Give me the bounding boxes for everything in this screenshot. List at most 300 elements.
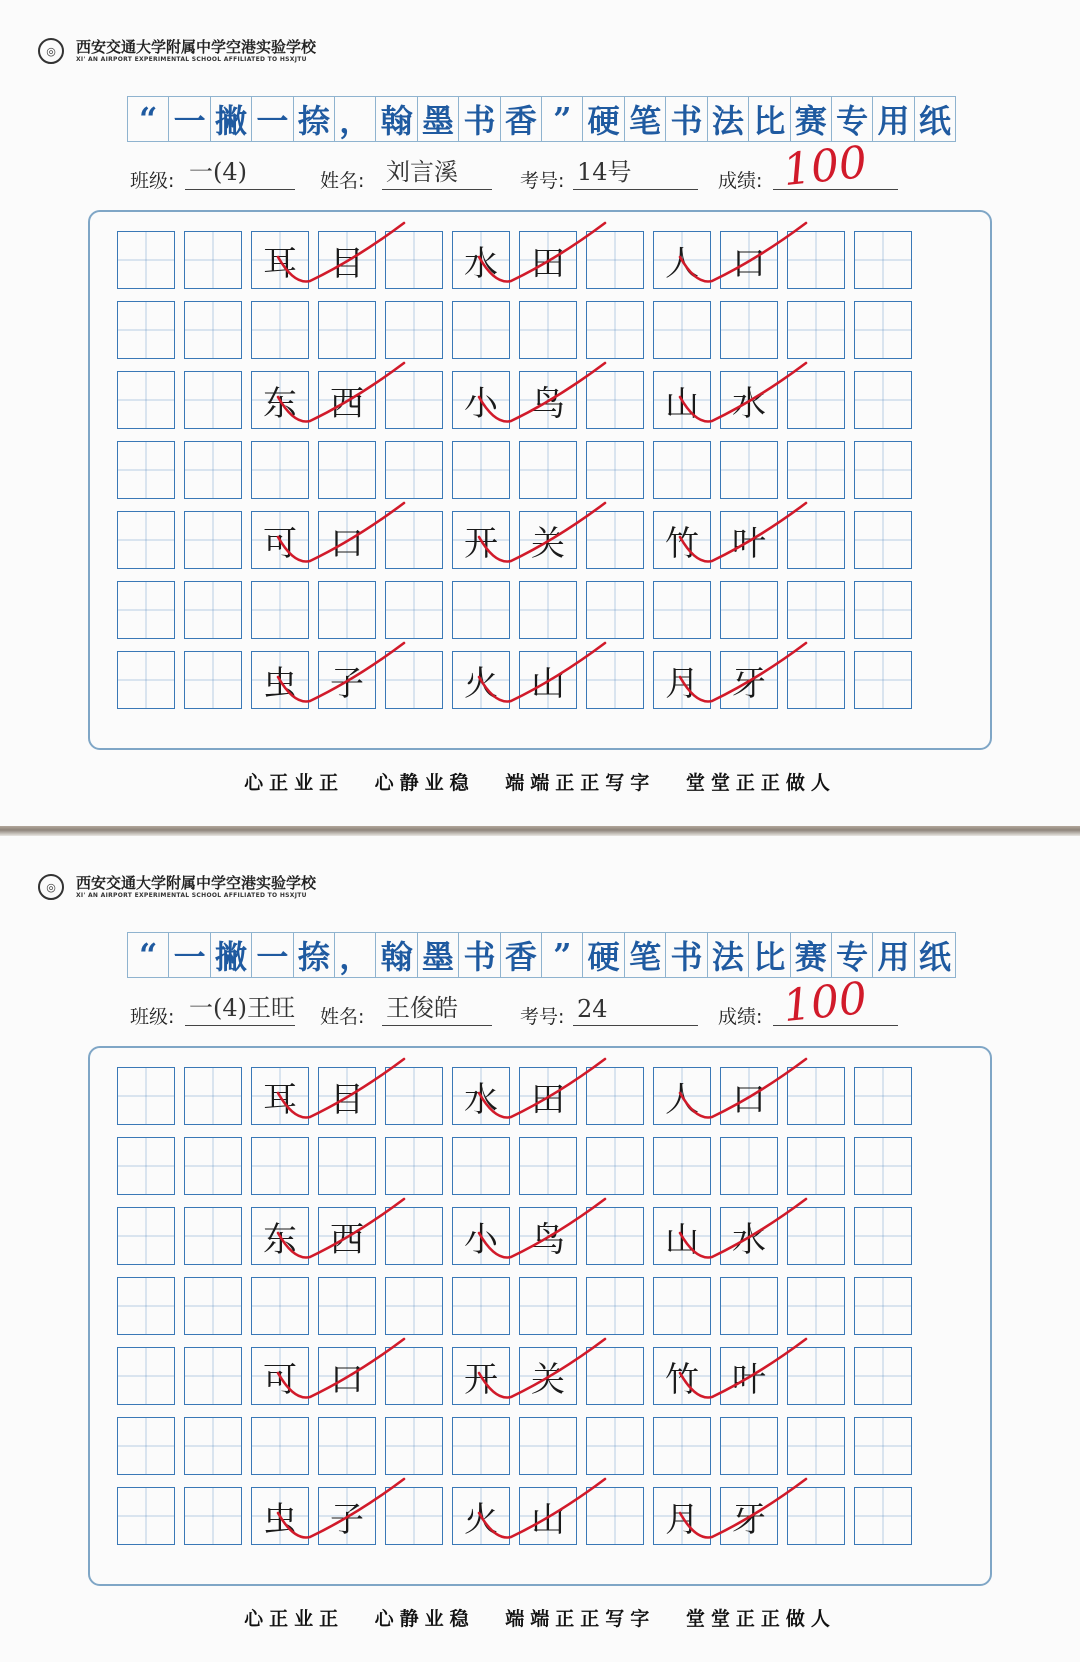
tianzige-cell [251, 1067, 309, 1125]
writing-frame [88, 1046, 992, 1586]
title-char: 笔 [624, 96, 666, 142]
tianzige-cell [720, 1067, 778, 1125]
title-char: 比 [748, 96, 790, 142]
title-char: 比 [748, 932, 790, 978]
handwritten-char: 田 [531, 243, 565, 284]
tianzige-cell [385, 231, 443, 289]
handwritten-char: 人 [665, 1079, 699, 1120]
handwritten-char: 耳 [263, 1079, 297, 1120]
tianzige-cell [519, 581, 577, 639]
tianzige-cell [184, 1207, 242, 1265]
tianzige-cell [519, 441, 577, 499]
writing-grid [112, 226, 972, 736]
tianzige-cell [586, 231, 644, 289]
tianzige-cell [787, 231, 845, 289]
title-char: 墨 [417, 932, 459, 978]
tianzige-cell [117, 1137, 175, 1195]
tianzige-cell [586, 301, 644, 359]
handwritten-char: 竹 [665, 1359, 699, 1400]
tianzige-cell [586, 1277, 644, 1335]
title-char: “ [127, 932, 169, 978]
field-score [718, 136, 898, 197]
tianzige-cell [787, 371, 845, 429]
title-char: ” [541, 96, 583, 142]
tianzige-cell [720, 1207, 778, 1265]
title-char: 翰 [375, 932, 417, 978]
title-char: 书 [665, 932, 707, 978]
tianzige-cell [854, 371, 912, 429]
tianzige-cell [184, 301, 242, 359]
name-label: 姓名: [320, 1006, 365, 1028]
tianzige-cell [452, 441, 510, 499]
tianzige-cell [586, 581, 644, 639]
school-name-cn: 西安交通大学附属中学空港实验学校 [76, 874, 317, 892]
number-underline [573, 189, 698, 190]
number-label: 考号: [520, 170, 565, 192]
tianzige-cell [184, 1137, 242, 1195]
tianzige-cell [720, 1417, 778, 1475]
tianzige-cell [519, 651, 577, 709]
number-underline [573, 1025, 698, 1026]
tianzige-cell [117, 441, 175, 499]
title-char: ， [334, 96, 376, 142]
tianzige-cell [653, 581, 711, 639]
score-label: 成绩: [718, 170, 763, 192]
handwritten-char: 口 [732, 243, 766, 284]
writing-frame [88, 210, 992, 750]
tianzige-cell [720, 371, 778, 429]
tianzige-cell [385, 1417, 443, 1475]
tianzige-cell [318, 1487, 376, 1545]
class-underline [185, 189, 295, 190]
title-char: 专 [831, 932, 873, 978]
name-value: 王俊皓 [386, 994, 458, 1022]
school-name-en: XI' AN AIRPORT EXPERIMENTAL SCHOOL AFFILIATED TO HSXJTU [76, 892, 307, 899]
tianzige-cell [519, 371, 577, 429]
tianzige-cell [720, 1137, 778, 1195]
tianzige-cell [854, 1417, 912, 1475]
handwritten-char: 耳 [263, 243, 297, 284]
tianzige-cell [452, 1277, 510, 1335]
tianzige-cell [385, 511, 443, 569]
tianzige-cell [184, 1487, 242, 1545]
tianzige-cell [787, 1067, 845, 1125]
handwritten-char: 虫 [263, 1499, 297, 1540]
grid-row [112, 1137, 972, 1197]
handwritten-char: 火 [464, 1499, 498, 1540]
handwritten-char: 山 [531, 1499, 565, 1540]
page-divider [0, 826, 1080, 836]
tianzige-cell [184, 651, 242, 709]
tianzige-cell [251, 511, 309, 569]
tianzige-cell [653, 1207, 711, 1265]
handwritten-char: 鸟 [531, 1219, 565, 1260]
grid-row [112, 1417, 972, 1477]
sheet-title [128, 932, 956, 976]
tianzige-cell [854, 511, 912, 569]
title-char: 用 [872, 96, 914, 142]
handwritten-char: 小 [464, 383, 498, 424]
name-underline [382, 189, 492, 190]
tianzige-cell [720, 1487, 778, 1545]
tianzige-cell [117, 1207, 175, 1265]
tianzige-cell [653, 1137, 711, 1195]
tianzige-cell [385, 581, 443, 639]
tianzige-cell [854, 1347, 912, 1405]
handwritten-char: 口 [330, 1359, 364, 1400]
tianzige-cell [720, 511, 778, 569]
tianzige-cell [854, 301, 912, 359]
tianzige-cell [452, 1137, 510, 1195]
tianzige-cell [854, 1067, 912, 1125]
handwritten-char: 水 [732, 383, 766, 424]
grid-row [112, 441, 972, 501]
title-char: 法 [707, 96, 749, 142]
tianzige-cell [586, 441, 644, 499]
tianzige-cell [854, 441, 912, 499]
tianzige-cell [318, 231, 376, 289]
grid-row [112, 1067, 972, 1127]
tianzige-cell [184, 371, 242, 429]
tianzige-cell [452, 511, 510, 569]
tianzige-cell [787, 1347, 845, 1405]
tianzige-cell [251, 651, 309, 709]
title-char: 专 [831, 96, 873, 142]
handwritten-char: 关 [531, 1359, 565, 1400]
handwritten-char: 小 [464, 1219, 498, 1260]
tianzige-cell [184, 441, 242, 499]
handwritten-char: 竹 [665, 523, 699, 564]
tianzige-cell [117, 371, 175, 429]
tianzige-cell [854, 231, 912, 289]
tianzige-cell [251, 1207, 309, 1265]
sheet-title [128, 96, 956, 140]
class-value: 一(4)王旺 [189, 994, 295, 1022]
field-class [130, 160, 295, 190]
tianzige-cell [720, 1277, 778, 1335]
tianzige-cell [184, 1417, 242, 1475]
tianzige-cell [251, 231, 309, 289]
tianzige-cell [452, 1417, 510, 1475]
handwritten-char: 开 [464, 523, 498, 564]
tianzige-cell [184, 581, 242, 639]
tianzige-cell [720, 651, 778, 709]
tianzige-cell [653, 371, 711, 429]
tianzige-cell [519, 301, 577, 359]
tianzige-cell [653, 651, 711, 709]
school-emblem-icon: ◎ [38, 874, 64, 900]
score-value: 100 [780, 136, 870, 197]
grid-row [112, 651, 972, 711]
handwritten-char: 子 [330, 663, 364, 704]
handwritten-char: 子 [330, 1499, 364, 1540]
class-value: 一(4) [189, 158, 247, 186]
field-name [320, 996, 492, 1026]
handwritten-char: 关 [531, 523, 565, 564]
tianzige-cell [385, 1347, 443, 1405]
tianzige-cell [519, 1277, 577, 1335]
tianzige-cell [720, 1347, 778, 1405]
tianzige-cell [452, 1487, 510, 1545]
tianzige-cell [385, 301, 443, 359]
grid-row [112, 1347, 972, 1407]
tianzige-cell [385, 371, 443, 429]
tianzige-cell [653, 1067, 711, 1125]
tianzige-cell [586, 1137, 644, 1195]
title-char: 一 [168, 96, 210, 142]
title-char: 一 [251, 96, 293, 142]
field-class [130, 996, 295, 1026]
tianzige-cell [385, 1207, 443, 1265]
school-name-cn: 西安交通大学附属中学空港实验学校 [76, 38, 317, 56]
tianzige-cell [452, 371, 510, 429]
grid-row [112, 371, 972, 431]
handwritten-char: 牙 [732, 663, 766, 704]
tianzige-cell [385, 1137, 443, 1195]
handwritten-char: 开 [464, 1359, 498, 1400]
handwritten-char: 火 [464, 663, 498, 704]
tianzige-cell [318, 1137, 376, 1195]
title-char: 纸 [914, 932, 956, 978]
tianzige-cell [318, 581, 376, 639]
tianzige-cell [117, 1417, 175, 1475]
handwritten-char: 田 [531, 1079, 565, 1120]
title-char: 撇 [210, 932, 252, 978]
tianzige-cell [519, 1347, 577, 1405]
grid-row [112, 581, 972, 641]
tianzige-cell [184, 1347, 242, 1405]
handwritten-char: 东 [263, 383, 297, 424]
tianzige-cell [586, 1347, 644, 1405]
title-char: 翰 [375, 96, 417, 142]
title-char: 捺 [293, 96, 335, 142]
title-char: “ [127, 96, 169, 142]
tianzige-cell [787, 1277, 845, 1335]
handwritten-char: 口 [732, 1079, 766, 1120]
tianzige-cell [251, 441, 309, 499]
title-char: 书 [458, 932, 500, 978]
tianzige-cell [117, 651, 175, 709]
tianzige-cell [452, 231, 510, 289]
title-char: 捺 [293, 932, 335, 978]
tianzige-cell [251, 581, 309, 639]
handwritten-char: 西 [330, 1219, 364, 1260]
tianzige-cell [787, 1137, 845, 1195]
tianzige-cell [653, 1417, 711, 1475]
title-char: ” [541, 932, 583, 978]
tianzige-cell [653, 231, 711, 289]
handwritten-char: 月 [665, 663, 699, 704]
motto-footer: 心正业正 心静业稳 端端正正写字 堂堂正正做人 [244, 1608, 836, 1630]
tianzige-cell [452, 1207, 510, 1265]
tianzige-cell [653, 1277, 711, 1335]
tianzige-cell [385, 1067, 443, 1125]
tianzige-cell [787, 511, 845, 569]
title-char: 香 [500, 96, 542, 142]
tianzige-cell [586, 511, 644, 569]
grid-row [112, 511, 972, 571]
handwritten-char: 叶 [732, 1359, 766, 1400]
title-char: 用 [872, 932, 914, 978]
number-value: 24 [577, 995, 608, 1023]
number-value: 14号 [577, 158, 632, 186]
handwritten-char: 西 [330, 383, 364, 424]
grid-row [112, 231, 972, 291]
title-char: 赛 [790, 96, 832, 142]
writing-grid [112, 1062, 972, 1572]
tianzige-cell [318, 1067, 376, 1125]
tianzige-cell [720, 441, 778, 499]
tianzige-cell [452, 581, 510, 639]
worksheet-1 [0, 0, 1080, 826]
tianzige-cell [251, 1137, 309, 1195]
class-underline [185, 1025, 295, 1026]
tianzige-cell [452, 301, 510, 359]
tianzige-cell [519, 231, 577, 289]
motto-footer: 心正业正 心静业稳 端端正正写字 堂堂正正做人 [244, 772, 836, 794]
tianzige-cell [251, 371, 309, 429]
tianzige-cell [586, 651, 644, 709]
tianzige-cell [653, 441, 711, 499]
tianzige-cell [452, 1347, 510, 1405]
class-label: 班级: [130, 170, 175, 192]
tianzige-cell [519, 1067, 577, 1125]
handwritten-char: 山 [665, 383, 699, 424]
name-underline [382, 1025, 492, 1026]
handwritten-char: 东 [263, 1219, 297, 1260]
tianzige-cell [519, 1417, 577, 1475]
handwritten-char: 口 [330, 523, 364, 564]
number-label: 考号: [520, 1006, 565, 1028]
title-char: 书 [665, 96, 707, 142]
tianzige-cell [117, 1347, 175, 1405]
handwritten-char: 山 [531, 663, 565, 704]
tianzige-cell [318, 301, 376, 359]
tianzige-cell [251, 301, 309, 359]
tianzige-cell [787, 441, 845, 499]
tianzige-cell [184, 231, 242, 289]
tianzige-cell [653, 511, 711, 569]
title-char: 硬 [582, 932, 624, 978]
tianzige-cell [184, 511, 242, 569]
handwritten-char: 人 [665, 243, 699, 284]
name-label: 姓名: [320, 170, 365, 192]
tianzige-cell [318, 441, 376, 499]
title-char: 一 [168, 932, 210, 978]
tianzige-cell [519, 1487, 577, 1545]
score-label: 成绩: [718, 1006, 763, 1028]
tianzige-cell [653, 301, 711, 359]
tianzige-cell [385, 1487, 443, 1545]
title-char: 纸 [914, 96, 956, 142]
title-char: 撇 [210, 96, 252, 142]
tianzige-cell [117, 301, 175, 359]
tianzige-cell [318, 1347, 376, 1405]
tianzige-cell [653, 1487, 711, 1545]
tianzige-cell [184, 1067, 242, 1125]
school-emblem-icon: ◎ [38, 38, 64, 64]
tianzige-cell [519, 1207, 577, 1265]
tianzige-cell [854, 581, 912, 639]
handwritten-char: 月 [665, 1499, 699, 1540]
name-value: 刘言溪 [386, 158, 458, 186]
tianzige-cell [117, 231, 175, 289]
tianzige-cell [854, 1487, 912, 1545]
tianzige-cell [586, 371, 644, 429]
tianzige-cell [787, 581, 845, 639]
tianzige-cell [117, 581, 175, 639]
tianzige-cell [586, 1067, 644, 1125]
handwritten-char: 水 [732, 1219, 766, 1260]
tianzige-cell [854, 1277, 912, 1335]
class-label: 班级: [130, 1006, 175, 1028]
handwritten-char: 山 [665, 1219, 699, 1260]
tianzige-cell [251, 1277, 309, 1335]
handwritten-char: 叶 [732, 523, 766, 564]
field-score [718, 972, 898, 1033]
tianzige-cell [787, 1207, 845, 1265]
handwritten-char: 目 [330, 243, 364, 284]
worksheet-2 [0, 836, 1080, 1662]
title-char: 书 [458, 96, 500, 142]
tianzige-cell [117, 1277, 175, 1335]
tianzige-cell [787, 301, 845, 359]
score-value: 100 [780, 972, 870, 1033]
tianzige-cell [318, 1417, 376, 1475]
tianzige-cell [653, 1347, 711, 1405]
tianzige-cell [854, 1137, 912, 1195]
tianzige-cell [117, 511, 175, 569]
tianzige-cell [452, 1067, 510, 1125]
title-char: 一 [251, 932, 293, 978]
tianzige-cell [184, 1277, 242, 1335]
tianzige-cell [251, 1347, 309, 1405]
tianzige-cell [720, 581, 778, 639]
tianzige-cell [787, 1487, 845, 1545]
tianzige-cell [586, 1417, 644, 1475]
title-char: 硬 [582, 96, 624, 142]
tianzige-cell [519, 511, 577, 569]
field-number [520, 996, 698, 1026]
grid-row [112, 1487, 972, 1547]
field-number [520, 160, 698, 190]
tianzige-cell [720, 231, 778, 289]
title-char: 笔 [624, 932, 666, 978]
tianzige-cell [519, 1137, 577, 1195]
title-char: 赛 [790, 932, 832, 978]
title-char: 法 [707, 932, 749, 978]
field-name [320, 160, 492, 190]
handwritten-char: 目 [330, 1079, 364, 1120]
tianzige-cell [318, 1277, 376, 1335]
tianzige-cell [586, 1207, 644, 1265]
tianzige-cell [318, 651, 376, 709]
tianzige-cell [385, 441, 443, 499]
handwritten-char: 可 [263, 523, 297, 564]
tianzige-cell [117, 1487, 175, 1545]
tianzige-cell [854, 1207, 912, 1265]
handwritten-char: 牙 [732, 1499, 766, 1540]
grid-row [112, 301, 972, 361]
tianzige-cell [251, 1417, 309, 1475]
handwritten-char: 水 [464, 1079, 498, 1120]
handwritten-char: 虫 [263, 663, 297, 704]
tianzige-cell [586, 1487, 644, 1545]
school-name-en: XI' AN AIRPORT EXPERIMENTAL SCHOOL AFFILIATED TO HSXJTU [76, 56, 307, 63]
tianzige-cell [117, 1067, 175, 1125]
tianzige-cell [318, 1207, 376, 1265]
tianzige-cell [720, 301, 778, 359]
